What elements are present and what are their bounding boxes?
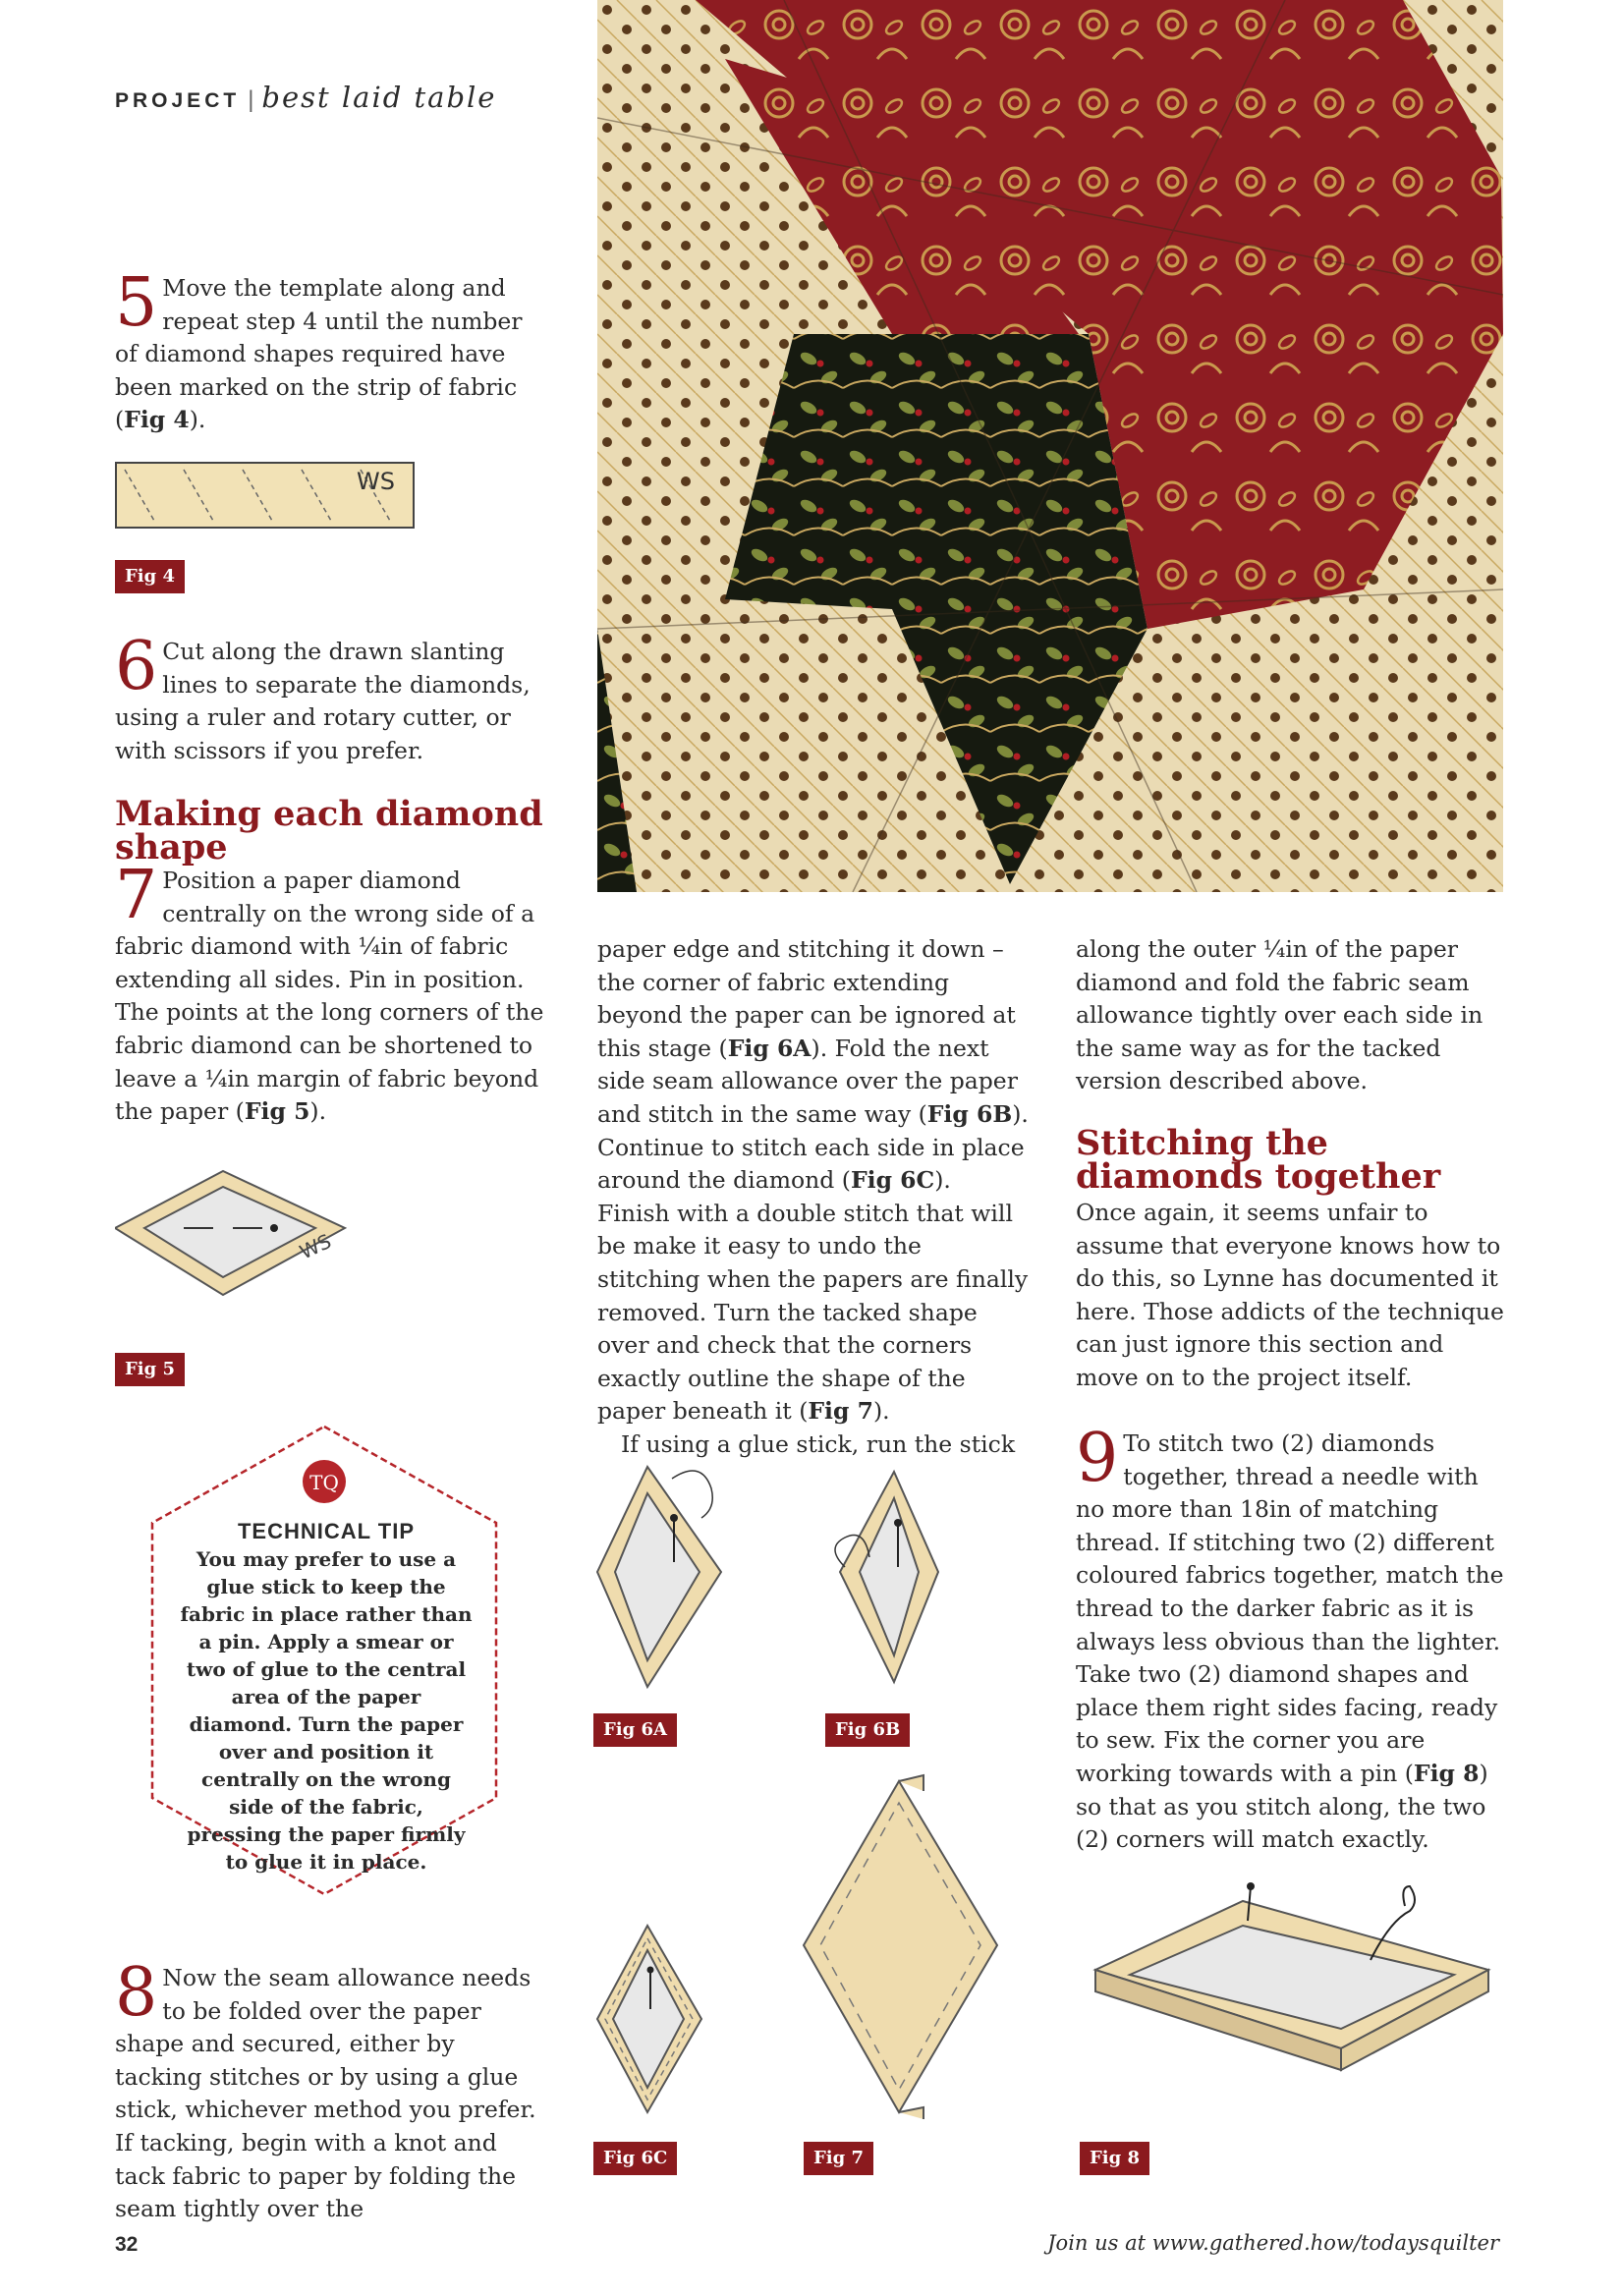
ref-fig-6c: Fig 6C xyxy=(850,1166,935,1195)
quilt-photo xyxy=(597,0,1503,892)
middle-p1e: ). xyxy=(872,1397,890,1426)
fig-6b-diagram xyxy=(806,1464,943,1690)
tip-title: TECHNICAL TIP xyxy=(237,1519,416,1543)
step-9-text-a: To stitch two (2) diamonds together, thread a needle with no more than 18in of matching thread. If stitching two (2) different coloured fabrics together, match the thread to the darker fabric as it is always less obvious than the lighter. Take two (2) diamond shapes and place them right sides facing, ready to sew. Fix the corner you are working towards with a pin ( xyxy=(1076,1429,1504,1787)
step-5-end: ). xyxy=(189,406,206,434)
fig-8-label: Fig 8 xyxy=(1080,2142,1149,2175)
fig-6a-diagram xyxy=(593,1459,731,1695)
fig-5-label: Fig 5 xyxy=(115,1353,185,1386)
step-9-number: 9 xyxy=(1076,1420,1119,1497)
section-label: PROJECT xyxy=(115,89,241,112)
step-9-fig-ref: Fig 8 xyxy=(1413,1759,1480,1787)
tip-body: You may prefer to use a glue stick to keep the fabric in place rather than a pin. Apply a smear or two of glue to the central area of the paper diamond. Turn the paper over and position it centrally on the wrong side of the fabric, pressing the paper firmly to glue it in place. xyxy=(180,1547,473,1874)
fig-5-ws-label: WS xyxy=(296,1228,335,1264)
fig-6c-label: Fig 6C xyxy=(593,2142,677,2175)
step-8 xyxy=(115,1954,543,2226)
fig-4-ws-label: WS xyxy=(357,468,395,495)
right-p1: along the outer ¼in of the paper diamond and fold the fabric seam allowance tightly over each side in the same way as for the tacked version described above. xyxy=(1076,935,1483,1095)
fig-4-label: Fig 4 xyxy=(115,560,185,593)
middle-p1d: ). Finish with a double stitch that will be make it easy to undo the stitching when the papers are finally removed. Turn the tacked shape over and check that the corners exactly outline the shape of the paper beneath it ( xyxy=(597,1166,1029,1426)
fig-6b-label: Fig 6B xyxy=(825,1713,910,1747)
middle-p2: If using a glue stick, run the stick xyxy=(621,1429,1016,1458)
step-9-text-b: ) so that as you stitch along, the two (2) corners will match exactly. xyxy=(1076,1759,1488,1854)
step-6 xyxy=(115,628,543,767)
middle-text xyxy=(597,933,1030,1462)
middle-p1b: ). Fold the next side seam allowance over the paper and stitch in the same way ( xyxy=(597,1034,1018,1128)
ref-fig-7: Fig 7 xyxy=(808,1397,873,1426)
header-tagline: best laid table xyxy=(261,81,497,114)
step-8-text: Now the seam allowance needs to be folded over the paper shape and secured, either by tacking stitches or by using a glue stick, whichever method you prefer. If tacking, begin with a knot and tack fabric to paper by folding the seam tightly over the xyxy=(115,1964,536,2223)
fig-6a-label: Fig 6A xyxy=(593,1713,677,1747)
step-5-number: 5 xyxy=(115,264,158,342)
step-9 xyxy=(1076,1420,1508,1857)
tq-badge-icon: TQ xyxy=(309,1471,339,1494)
fig-7-diagram xyxy=(796,1773,1012,2122)
middle-p1a: paper edge and stitching it down – the corner of fabric extending beyond the paper can be ignored at this stage ( xyxy=(597,935,1016,1062)
page-number: 32 xyxy=(115,2233,139,2256)
fig-6c-diagram xyxy=(593,1921,711,2117)
step-7 xyxy=(115,857,547,1129)
step-7-end: ). xyxy=(309,1097,327,1126)
footer-link[interactable]: Join us at www.gathered.how/todaysquilter xyxy=(1047,2231,1499,2255)
heading-stitching: Stitching the diamonds together xyxy=(1076,1123,1441,1197)
middle-p1c: ). Continue to stitch each side in place around the diamond ( xyxy=(597,1099,1029,1195)
step-7-fig-ref: Fig 5 xyxy=(244,1097,310,1126)
fig-5-diagram xyxy=(115,1169,351,1307)
ref-fig-6a: Fig 6A xyxy=(727,1034,812,1062)
ref-fig-6b: Fig 6B xyxy=(926,1099,1013,1128)
heading-making-diamond: Making each diamond shape xyxy=(115,794,543,868)
step-5-fig-ref: Fig 4 xyxy=(124,406,190,434)
step-5 xyxy=(115,264,537,437)
running-header xyxy=(115,81,496,114)
right-p2: Once again, it seems unfair to assume that everyone knows how to do this, so Lynne has documented it here. Those addicts of the technique can just ignore this section and move on to the project itself. xyxy=(1076,1199,1504,1391)
technical-tip xyxy=(179,1518,474,1876)
step-8-number: 8 xyxy=(115,1954,158,2032)
step-7-number: 7 xyxy=(115,857,158,934)
fig-4-diagram xyxy=(115,462,416,531)
step-7-text: Position a paper diamond centrally on the wrong side of a fabric diamond with ¼in of fabric extending all sides. Pin in position. The points at the long corners of the fabric diamond can be shortened to leave a ¼in margin of fabric beyond the paper ( xyxy=(115,867,544,1126)
step-6-text: Cut along the drawn slanting lines to separate the diamonds, using a ruler and rotary cutter, or with scissors if you prefer. xyxy=(115,638,531,764)
fig-8-diagram xyxy=(1076,1881,1508,2127)
step-5-text: Move the template along and repeat step 4 until the number of diamond shapes required have been marked on the strip of fabric ( xyxy=(115,274,523,434)
step-6-number: 6 xyxy=(115,628,158,705)
header-separator: | xyxy=(248,86,254,113)
fig-7-label: Fig 7 xyxy=(804,2142,873,2175)
